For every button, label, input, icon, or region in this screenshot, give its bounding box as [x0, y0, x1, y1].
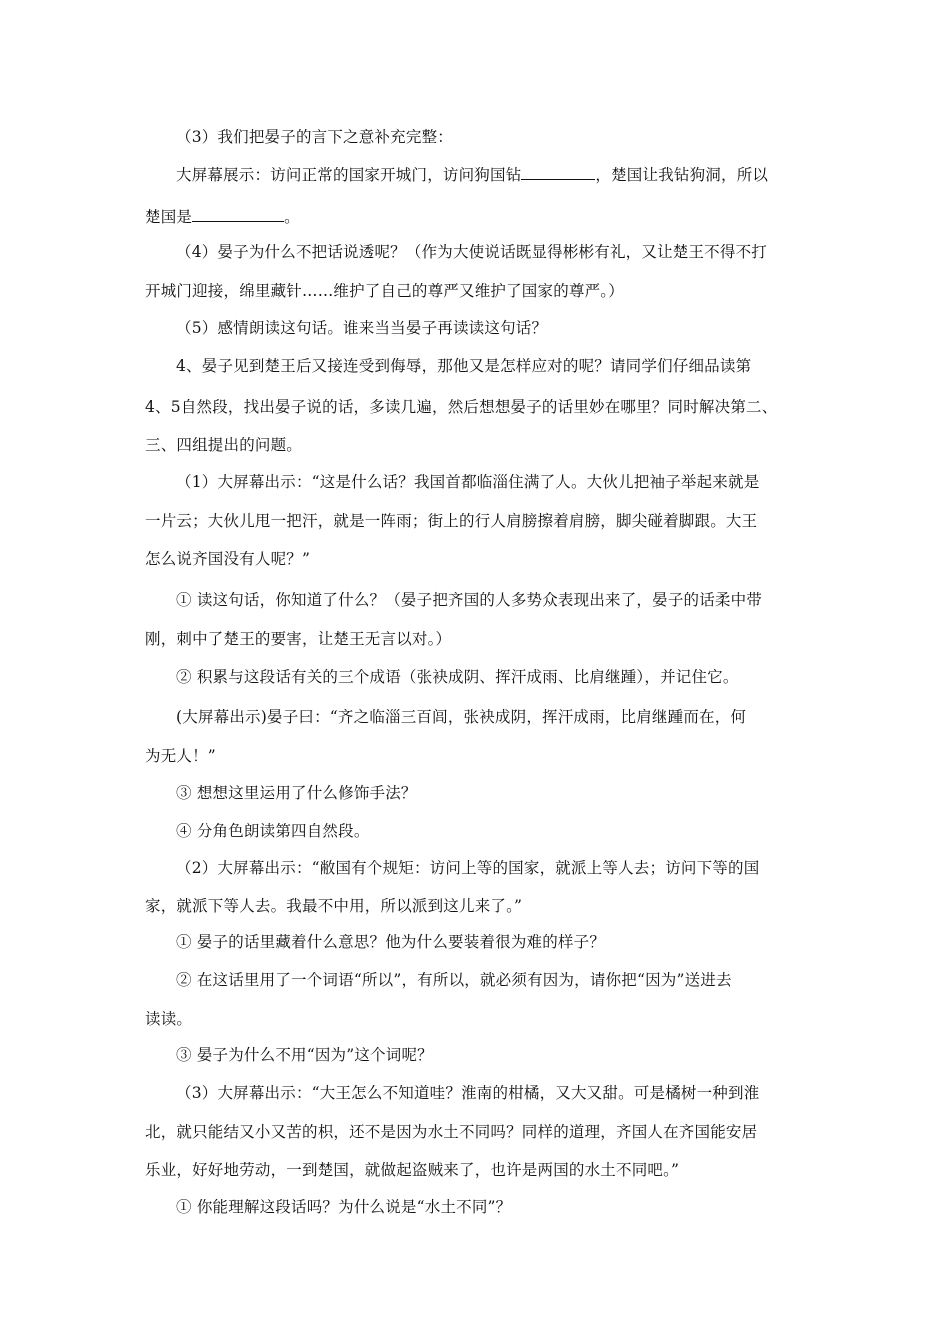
text-line: 怎么说齐国没有人呢？”	[145, 550, 311, 568]
text-line: 家，就派下等人去。我最不中用，所以派到这儿来了。”	[145, 897, 523, 915]
text-line: ① 晏子的话里藏着什么意思？他为什么要装着很为难的样子？	[176, 933, 606, 951]
text-line	[176, 163, 768, 185]
text-line: （3）大屏幕出示：“大王怎么不知道哇？淮南的柑橘，又大又甜。可是橘树一种到淮	[176, 1084, 760, 1102]
text-line: ③ 想想这里运用了什么修饰手法？	[176, 784, 417, 802]
text-line: ② 在这话里用了一个词语“所以”，有所以，就必须有因为，请你把“因为”送进去	[176, 971, 732, 989]
text-line: ① 读这句话，你知道了什么？（晏子把齐国的人多势众表现出来了，晏子的话柔中带	[176, 591, 763, 609]
fill-in-blank	[192, 205, 284, 222]
text-line: （4）晏子为什么不把话说透呢？（作为大使说话既显得彬彬有礼，又让楚王不得不打	[176, 243, 767, 261]
text-line: 乐业，好好地劳动，一到楚国，就做起盗贼来了，也许是两国的水土不同吧。”	[145, 1161, 680, 1179]
text-line: 读读。	[145, 1010, 193, 1028]
text-segment: ，楚国让我钻狗洞，所以	[595, 166, 769, 184]
text-line: 开城门迎接，绵里藏针……维护了自己的尊严又维护了国家的尊严。）	[145, 282, 624, 300]
text-line: 4、5自然段，找出晏子说的话，多读几遍，然后想想晏子的话里妙在哪里？同时解决第二、	[145, 398, 778, 416]
text-segment: 。	[284, 208, 300, 226]
text-line: (大屏幕出示)晏子曰：“齐之临淄三百闾，张袂成阴，挥汗成雨，比肩继踵而在，何	[176, 708, 747, 726]
text-line: 一片云；大伙儿甩一把汗，就是一阵雨；街上的行人肩膀擦着肩膀，脚尖碰着脚跟。大王	[145, 512, 758, 530]
text-line: ① 你能理解这段话吗？为什么说是“水土不同”？	[176, 1198, 512, 1216]
text-line: （3）我们把晏子的言下之意补充完整：	[176, 128, 453, 146]
text-line: （5）感情朗读这句话。谁来当当晏子再读读这句话？	[176, 319, 548, 337]
text-line: 三、四组提出的问题。	[145, 436, 303, 454]
text-line: ④ 分角色朗读第四自然段。	[176, 822, 370, 840]
text-line: （1）大屏幕出示：“这是什么话？我国首都临淄住满了人。大伙儿把袖子举起来就是	[176, 473, 760, 491]
fill-in-blank	[521, 163, 595, 180]
text-segment: 大屏幕展示：访问正常的国家开城门，访问狗国钻	[176, 166, 522, 184]
text-line: 为无人！”	[145, 747, 216, 765]
text-line	[145, 205, 300, 227]
text-line: （2）大屏幕出示：“敝国有个规矩：访问上等的国家，就派上等人去；访问下等的国	[176, 859, 760, 877]
text-line: 刚，刺中了楚王的要害，让楚王无言以对。）	[145, 630, 452, 648]
text-segment: 楚国是	[145, 208, 193, 226]
text-line: ② 积累与这段话有关的三个成语（张袂成阴、挥汗成雨、比肩继踵），并记住它。	[176, 668, 739, 686]
text-line: 北，就只能结又小又苦的枳，还不是因为水土不同吗？同样的道理，齐国人在齐国能安居	[145, 1123, 758, 1141]
text-line: 4、晏子见到楚王后又接连受到侮辱，那他又是怎样应对的呢？请同学们仔细品读第	[176, 357, 752, 375]
text-line: ③ 晏子为什么不用“因为”这个词呢？	[176, 1046, 433, 1064]
